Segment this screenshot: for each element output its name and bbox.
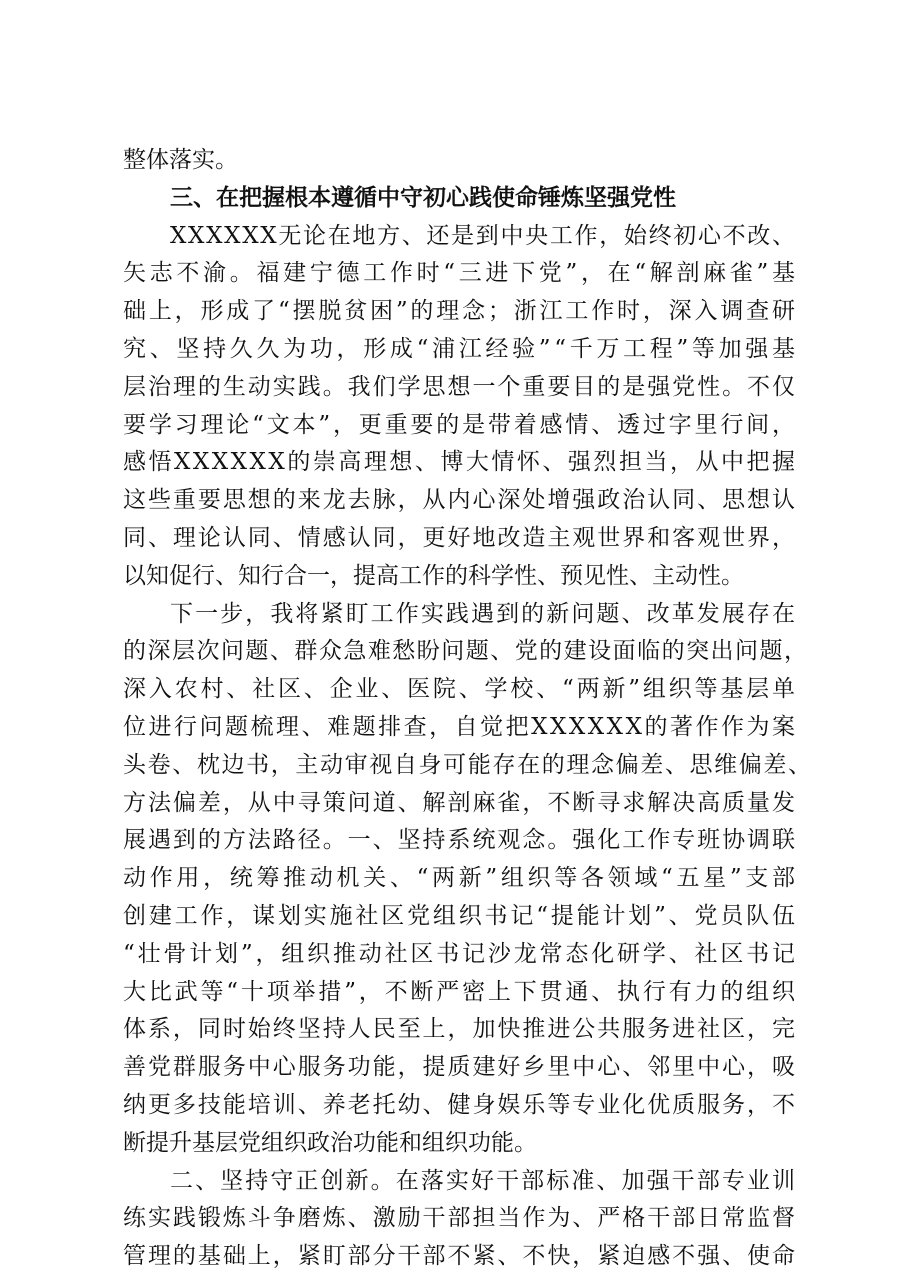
text-line: 同、理论认同、情感认同，更好地改造主观世界和客观世界， xyxy=(123,525,797,551)
text-line: “壮骨计划”，组织推动社区书记沙龙常态化研学、社区书记 xyxy=(123,941,798,967)
text-line: 善党群服务中心服务功能，提质建好乡里中心、邻里中心，吸 xyxy=(123,1054,797,1080)
text-line: 整体落实。 xyxy=(123,147,238,173)
text-line: 二、坚持守正创新。在落实好干部标准、加强干部专业训 xyxy=(170,1168,798,1194)
text-line: 深入农村、社区、企业、医院、学校、“两新”组织等基层单 xyxy=(123,676,798,702)
text-line: 管理的基础上，紧盯部分干部不紧、不快，紧迫感不强、使命 xyxy=(123,1243,797,1269)
text-line: 矢志不渝。福建宁德工作时“三进下党”，在“解剖麻雀”基 xyxy=(123,260,799,286)
text-line: XXXXXX无论在地方、还是到中央工作，始终初心不改、 xyxy=(170,223,797,249)
text-line: 感悟XXXXXX的崇高理想、博大情怀、强烈担当，从中把握 xyxy=(123,449,798,475)
text-line: 下一步，我将紧盯工作实践遇到的新问题、改革发展存在 xyxy=(170,601,798,627)
text-line: 这些重要思想的来龙去脉，从内心深处增强政治认同、思想认 xyxy=(123,487,797,513)
text-line: 创建工作，谋划实施社区党组织书记“提能计划”、党员队伍 xyxy=(123,903,798,929)
text-line: 断提升基层党组织政治功能和组织功能。 xyxy=(123,1130,537,1156)
text-line: 大比武等“十项举措”，不断严密上下贯通、执行有力的组织 xyxy=(123,979,798,1005)
text-line: 动作用，统筹推动机关、“两新”组织等各领域“五星”支部 xyxy=(123,865,799,891)
text-line: 础上，形成了“摆脱贫困”的理念；浙江工作时，深入调查研 xyxy=(123,298,798,324)
text-line: 纳更多技能培训、养老托幼、健身娱乐等专业化优质服务，不 xyxy=(123,1092,797,1118)
text-line: 展遇到的方法路径。一、坚持系统观念。强化工作专班协调联 xyxy=(123,827,797,853)
text-line: 究、坚持久久为功，形成“浦江经验”“千万工程”等加强基 xyxy=(123,336,799,362)
text-line: 的深层次问题、群众急难愁盼问题、党的建设面临的突出问题， xyxy=(123,638,809,664)
section-heading: 三、在把握根本遵循中守初心践使命锤炼坚强党性 xyxy=(170,185,676,211)
text-line: 层治理的生动实践。我们学思想一个重要目的是强党性。不仅 xyxy=(123,374,797,400)
text-line: 位进行问题梳理、难题排查，自觉把XXXXXX的著作作为案 xyxy=(123,714,798,740)
text-line: 要学习理论“文本”，更重要的是带着感情、透过字里行间， xyxy=(123,412,798,438)
text-line: 练实践锻炼斗争磨炼、激励干部担当作为、严格干部日常监督 xyxy=(123,1205,797,1231)
text-line: 头卷、枕边书，主动审视自身可能存在的理念偏差、思维偏差、 xyxy=(123,752,813,778)
text-line: 以知促行、知行合一，提高工作的科学性、预见性、主动性。 xyxy=(123,563,744,589)
text-line: 体系，同时始终坚持人民至上，加快推进公共服务进社区，完 xyxy=(123,1016,797,1042)
text-line: 方法偏差，从中寻策问道、解剖麻雀，不断寻求解决高质量发 xyxy=(123,790,797,816)
